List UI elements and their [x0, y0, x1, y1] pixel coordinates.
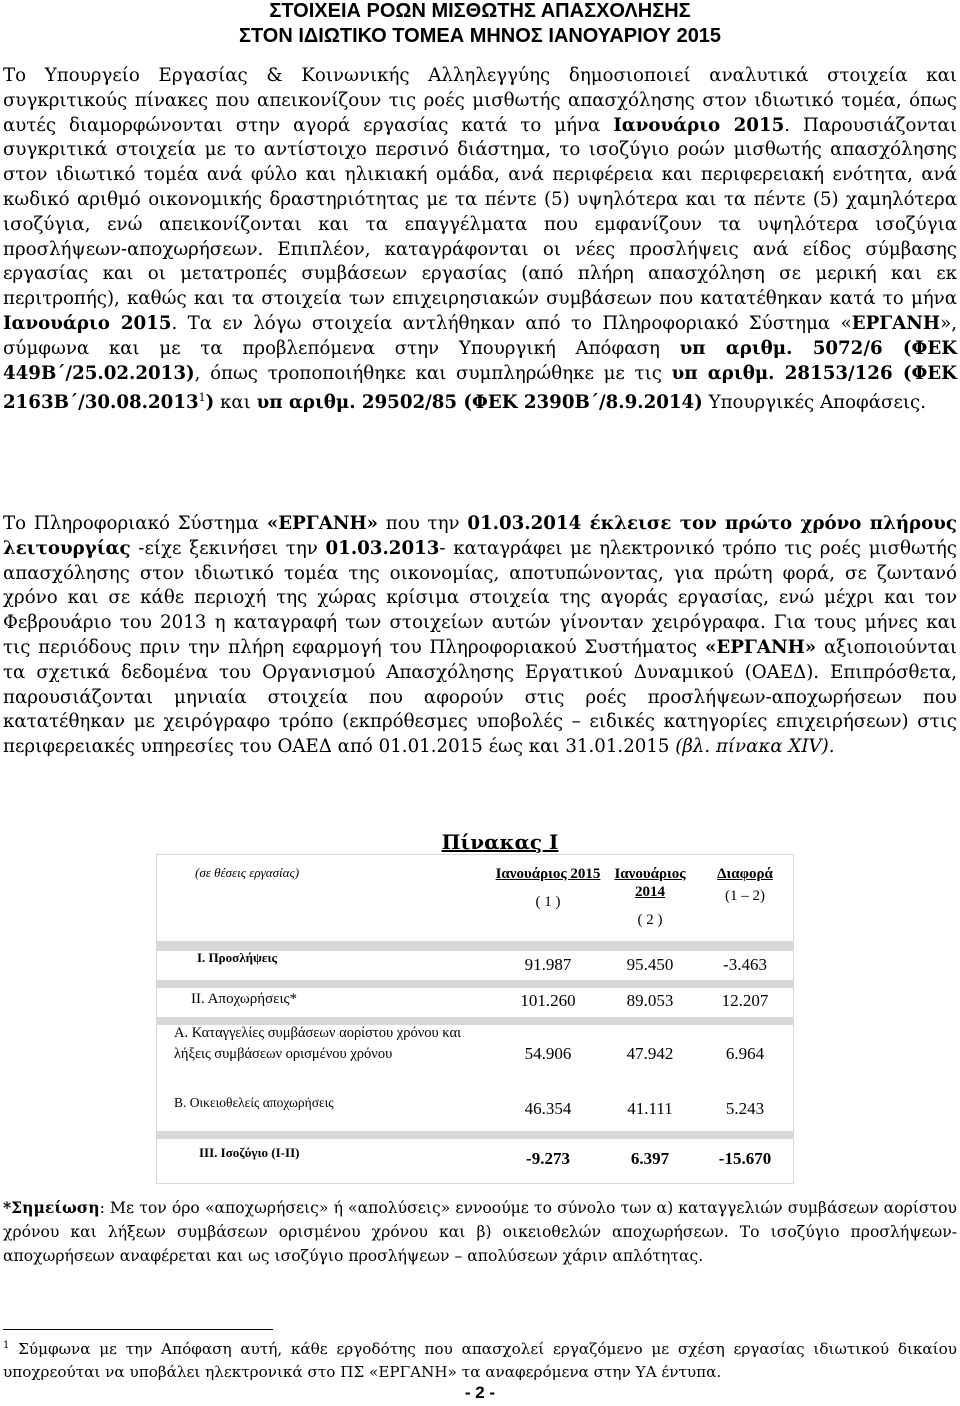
table-note [3, 1196, 957, 1268]
column-header-jan-2015 [493, 865, 603, 911]
value-cell: 12.207 [721, 991, 769, 1010]
row-label: Ι. Προσλήψεις [197, 950, 277, 965]
value-cell: 54.906 [524, 1044, 572, 1063]
table-title: Πίνακας Ι [441, 830, 559, 854]
value-cell: 47.942 [626, 1044, 674, 1063]
footnote-divider [3, 1329, 273, 1330]
text-run: . Παρουσιάζονται συγκριτικά στοιχεία με το αντίστοιχο περσινό διάστημα, το ισοζύγιο ροών μισθωτής απασχόλησης στον ιδιωτικό τομέα ανά φύλο και ηλικιακή ομάδα, ανά περιφέρεια και περιφερειακή ενότητα, ανά κωδικό αριθμό οικονομικής δραστηριότητας με τα πέντε (5) υψηλότερα και τα πέντε (5) χαμηλότερα ισοζύγια, ενώ απεικονίζονται και τα επαγγέλματα που εμφανίζουν τα υψηλότερα ισοζύγια προσλήψεων-αποχωρήσεων. Επιπλέον, καταγράφονται οι νέες προσλήψεις ανά είδος σύμβασης εργασίας και οι μετατροπές συμβάσεων εργασίας (από πλήρη απασχόληση σε μερική και εκ περιτροπής), καθώς και τα στοιχεία των επιχειρησιακών συμβάσεων που κατατέθηκαν κατά το μήνα [3, 114, 957, 310]
text-run: -είχε ξεκινήσει την [130, 537, 326, 559]
note-text: : Με τον όρο «αποχωρήσεις» ή «απολύσεις» εννοούμε το σύνολο των α) καταγγελιών συμβάσεων αορίστου χρόνου και λήξεων συμβάσεων ορισμένου χρόνου και β) οικειοθελών αποχωρήσεων. Το ισοζύγιο προσλήψεων-αποχωρήσεων αναφέρεται και ως ισοζύγιο προσλήψεων – απολύσεων χάριν απλότητας. [3, 1199, 957, 1265]
bold-run: υπ αριθμ. 5072/6 (ΦΕΚ 449Β΄/25.02.2013) [3, 337, 957, 384]
column-header-label: Διαφορά [717, 866, 773, 882]
column-header-label: Ιανουάριος 2014 [614, 866, 686, 900]
column-header-index: (1 – 2) [725, 888, 765, 904]
bold-run: «ΕΡΓΑΝΗ» [705, 636, 817, 658]
bold-run: ) [205, 392, 215, 414]
value-cell: 5.243 [725, 1099, 765, 1118]
row-label: ΙΙΙ. Ισοζύγιο (Ι-ΙΙ) [199, 1145, 300, 1160]
text-run: Υπουργικές Αποφάσεις. [702, 392, 926, 414]
footnote-ref: 1 [198, 391, 206, 405]
bold-run: Ιανουάριο 2015 [613, 114, 785, 136]
value-cell: -9.273 [526, 1149, 570, 1168]
text-run: αξιοποιούνται τα σχετικά δεδομένα του Οργανισμού Απασχόλησης Εργατικού Δυναμικού (ΟΑΕΔ). Επιπρόσθετα, παρουσιάζονται μηνιαία στοιχεία που αφορούν στις ροές προσλήψεων-αποχωρήσεων που κατατέθηκαν με χειρόγραφο τρόπο (εκπρόθεσμες υποβολές – ειδικές κατηγορίες επιχειρήσεων) στις περιφερειακές υπηρεσίες του ΟΑΕΔ από 01.01.2015 έως και 31.01.2015 [3, 636, 957, 758]
row-separator [157, 1131, 793, 1139]
column-header-difference [697, 865, 793, 905]
column-header-jan-2014 [600, 865, 700, 929]
bold-run: 01.03.2013 [325, 537, 440, 559]
text-run: », σύμφωνα και με τα προβλεπόμενα στην Υπουργική Απόφαση [3, 312, 957, 359]
bold-run: Ιανουάριο 2015 [3, 312, 172, 334]
text-run: Το Υπουργείο Εργασίας & Κοινωνικής Αλληλεγγύης δημοσιοποιεί αναλυτικά στοιχεία και συγκριτικούς πίνακες που απεικονίζουν τις ροές μισθωτής απασχόλησης στον ιδιωτικό τομέα, όπως αυτές διαμορφώνονται στην αγορά εργασίας κατά το μήνα [3, 65, 957, 136]
row-separator [157, 980, 793, 988]
bold-run: υπ αριθμ. 28153/126 (ΦΕΚ 2163Β΄/30.08.2013 [3, 362, 957, 414]
row-label: Β. Οικειοθελείς αποχωρήσεις [174, 1095, 334, 1110]
value-cell: 95.450 [626, 955, 674, 974]
value-cell: 6.397 [630, 1149, 670, 1168]
document-title-line-2: ΣΤΟΝ ΙΔΙΩΤΙΚΟ ΤΟΜΕΑ ΜΗΝΟΣ ΙΑΝΟΥΑΡΙΟΥ 2015 [238, 25, 722, 47]
text-run: , όπως τροποποιήθηκε και συμπληρώθηκε με τις [194, 362, 672, 384]
text-run: Το Πληροφοριακό Σύστημα [3, 513, 267, 534]
row-label: ΙΙ. Αποχωρήσεις* [191, 991, 297, 1007]
note-lead: *Σημείωση [3, 1198, 100, 1217]
value-cell: -3.463 [723, 955, 767, 974]
row-label: Α. Καταγγελίες συμβάσεων αορίστου χρόνου και λήξεις συμβάσεων ορισμένου χρόνου [174, 1025, 461, 1062]
column-header-index: ( 1 ) [535, 894, 561, 910]
value-cell: 91.987 [524, 955, 572, 974]
bold-run: υπ αριθμ. 29502/85 (ΦΕΚ 2390Β΄/8.9.2014) [256, 392, 703, 414]
value-cell: 46.354 [524, 1099, 572, 1118]
text-run: που την [378, 513, 468, 534]
flows-table [156, 854, 794, 1184]
ergani-paragraph [3, 512, 957, 760]
page-number: - 2 - [464, 1383, 496, 1402]
value-cell: 41.111 [627, 1099, 673, 1118]
value-cell: 6.964 [725, 1044, 765, 1063]
column-header-label: Ιανουάριος 2015 [495, 866, 601, 882]
text-run: . Τα εν λόγω στοιχεία αντλήθηκαν από το Πληροφοριακό Σύστημα « [171, 312, 852, 334]
text-run: και [214, 392, 257, 414]
document-title-line-1: ΣΤΟΙΧΕΙΑ ΡΟΩΝ ΜΙΣΘΩΤΗΣ ΑΠΑΣΧΟΛΗΣΗΣ [269, 0, 691, 22]
table-unit-note: (σε θέσεις εργασίας) [195, 865, 300, 880]
text-run: - καταγράφει με ηλεκτρονικό τρόπο τις ροές μισθωτής απασχόλησης στον ιδιωτικό τομέα της οικονομίας, αποτυπώνοντας, για πρώτη φορά, σε ζωντανό χρόνο και σε κάθε περιοχή της χώρας κρίσιμα στοιχεία της αγοράς εργασίας, ενώ μέχρι και τον Φεβρουάριο του 2013 η καταγραφή των στοιχείων αυτών γίνονταν χειρόγραφα. Για τους μήνες και τις περιόδους πριν την πλήρη εφαρμογή του Πληροφοριακού Συστήματος [3, 537, 957, 658]
intro-paragraph [3, 64, 957, 416]
footnote-mark: 1 [3, 1340, 10, 1351]
italic-run: (βλ. πίνακα XIV). [675, 736, 835, 758]
bold-run: 01.03.2014 έκλεισε τον πρώτο χρόνο πλήρους λειτουργίας [3, 513, 957, 559]
bold-run: ΕΡΓΑΝΗ [851, 312, 941, 334]
column-header-index: ( 2 ) [637, 912, 663, 928]
value-cell: 89.053 [626, 991, 674, 1010]
value-cell: 101.260 [520, 991, 576, 1010]
footnote [3, 1334, 957, 1384]
bold-run: «ΕΡΓΑΝΗ» [266, 513, 378, 534]
value-cell: -15.670 [718, 1149, 772, 1168]
footnote-text: Σύμφωνα με την Απόφαση αυτή, κάθε εργοδότης που απασχολεί εργαζόμενο με σχέση εργασίας ιδιωτικού δικαίου υποχρεούται να υποβάλει ηλεκτρονικά στο ΠΣ «ΕΡΓΑΝΗ» τα αναφερόμενα στην ΥΑ έντυπα. [3, 1340, 957, 1382]
